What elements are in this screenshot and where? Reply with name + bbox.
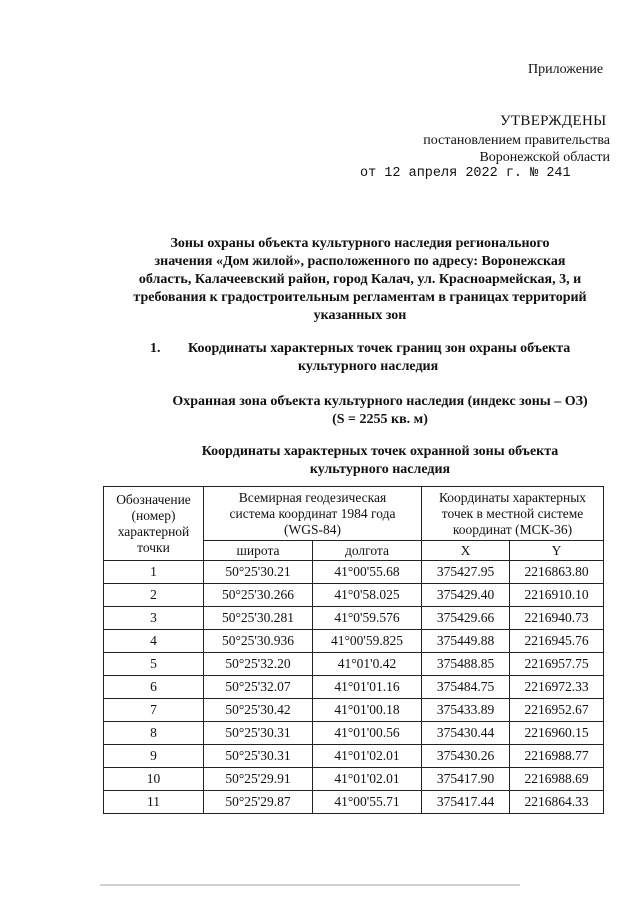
x-cell: 375429.66 [422, 607, 510, 630]
x-cell: 375417.44 [422, 791, 510, 814]
longitude-cell: 41°00'55.68 [313, 561, 422, 584]
section-heading-line: культурного наследия [298, 359, 439, 374]
y-cell: 2216864.33 [510, 791, 604, 814]
table-row [104, 676, 604, 699]
longitude-cell: 41°00'55.71 [313, 791, 422, 814]
table-row [104, 768, 604, 791]
longitude-cell: 41°00'59.825 [313, 630, 422, 653]
x-cell: 375417.90 [422, 768, 510, 791]
y-cell: 2216988.69 [510, 768, 604, 791]
table-row [104, 653, 604, 676]
point-number: 3 [104, 607, 204, 630]
page-bottom-edge [100, 884, 520, 886]
point-number: 5 [104, 653, 204, 676]
header-longitude: долгота [313, 541, 422, 561]
x-cell: 375430.44 [422, 722, 510, 745]
y-cell: 2216952.67 [510, 699, 604, 722]
table-row [104, 607, 604, 630]
table-row [104, 699, 604, 722]
point-number: 2 [104, 584, 204, 607]
point-number: 6 [104, 676, 204, 699]
y-cell: 2216945.76 [510, 630, 604, 653]
point-number: 11 [104, 791, 204, 814]
point-number: 7 [104, 699, 204, 722]
x-cell: 375429.40 [422, 584, 510, 607]
x-cell: 375430.26 [422, 745, 510, 768]
latitude-cell: 50°25'30.281 [204, 607, 313, 630]
table-row [104, 584, 604, 607]
latitude-cell: 50°25'30.31 [204, 745, 313, 768]
title-line: значения «Дом жилой», расположенного по адресу: Воронежская [154, 254, 566, 269]
y-cell: 2216957.75 [510, 653, 604, 676]
longitude-cell: 41°0'59.576 [313, 607, 422, 630]
table-row [104, 722, 604, 745]
x-cell: 375484.75 [422, 676, 510, 699]
longitude-cell: 41°01'01.16 [313, 676, 422, 699]
latitude-cell: 50°25'29.91 [204, 768, 313, 791]
header-x: X [422, 541, 510, 561]
document-title [110, 235, 610, 325]
latitude-cell: 50°25'32.07 [204, 676, 313, 699]
latitude-cell: 50°25'30.936 [204, 630, 313, 653]
point-number: 10 [104, 768, 204, 791]
point-number: 8 [104, 722, 204, 745]
decree-line-2: Воронежской области [479, 150, 610, 165]
section-number: 1. [150, 341, 161, 356]
x-cell: 375449.88 [422, 630, 510, 653]
header-msk36: Координаты характерных точек в местной системе координат (МСК-36) [422, 487, 604, 541]
latitude-cell: 50°25'30.266 [204, 584, 313, 607]
latitude-cell: 50°25'30.31 [204, 722, 313, 745]
section-heading-line: Координаты характерных точек границ зон охраны объекта [188, 341, 571, 356]
table-row [104, 561, 604, 584]
point-number: 1 [104, 561, 204, 584]
table-title-line: культурного наследия [309, 462, 451, 477]
latitude-cell: 50°25'30.42 [204, 699, 313, 722]
header-wgs84: Всемирная геодезическая система координат 1984 года (WGS-84) [204, 487, 422, 541]
decree-date-number: от 12 апреля 2022 г. № 241 [360, 166, 571, 181]
y-cell: 2216910.10 [510, 584, 604, 607]
y-cell: 2216960.15 [510, 722, 604, 745]
zone-line: Охранная зона объекта культурного наследия (индекс зоны – ОЗ) [172, 394, 588, 409]
longitude-cell: 41°01'02.01 [313, 745, 422, 768]
x-cell: 375433.89 [422, 699, 510, 722]
title-line: Зоны охраны объекта культурного наследия регионального [170, 236, 550, 251]
header-designation: Обозначение (номер) характерной точки [104, 487, 204, 561]
y-cell: 2216940.73 [510, 607, 604, 630]
latitude-cell: 50°25'30.21 [204, 561, 313, 584]
zone-heading [140, 393, 620, 429]
longitude-cell: 41°01'00.18 [313, 699, 422, 722]
coordinates-table [103, 486, 604, 814]
decree-line-1: постановлением правительства [423, 133, 610, 148]
table-row [104, 745, 604, 768]
table-row [104, 791, 604, 814]
x-cell: 375488.85 [422, 653, 510, 676]
table-row [104, 630, 604, 653]
appendix-label: Приложение [528, 62, 604, 77]
header-y: Y [510, 541, 604, 561]
table-title-line: Координаты характерных точек охранной зоны объекта [201, 444, 559, 459]
latitude-cell: 50°25'29.87 [204, 791, 313, 814]
longitude-cell: 41°01'02.01 [313, 768, 422, 791]
title-line: требования к градостроительным регламентам в границах территорий [133, 290, 587, 305]
title-line: область, Калачеевский район, город Калач, ул. Красноармейская, 3, и [138, 272, 582, 287]
y-cell: 2216988.77 [510, 745, 604, 768]
y-cell: 2216972.33 [510, 676, 604, 699]
header-latitude: широта [204, 541, 313, 561]
longitude-cell: 41°01'0.42 [313, 653, 422, 676]
longitude-cell: 41°0'58.025 [313, 584, 422, 607]
approved-label: УТВЕРЖДЕНЫ [500, 113, 607, 129]
latitude-cell: 50°25'32.20 [204, 653, 313, 676]
point-number: 4 [104, 630, 204, 653]
point-number: 9 [104, 745, 204, 768]
zone-area: (S = 2255 кв. м) [332, 412, 428, 427]
table-title [140, 443, 620, 479]
y-cell: 2216863.80 [510, 561, 604, 584]
title-line: указанных зон [313, 308, 407, 323]
x-cell: 375427.95 [422, 561, 510, 584]
longitude-cell: 41°01'00.56 [313, 722, 422, 745]
